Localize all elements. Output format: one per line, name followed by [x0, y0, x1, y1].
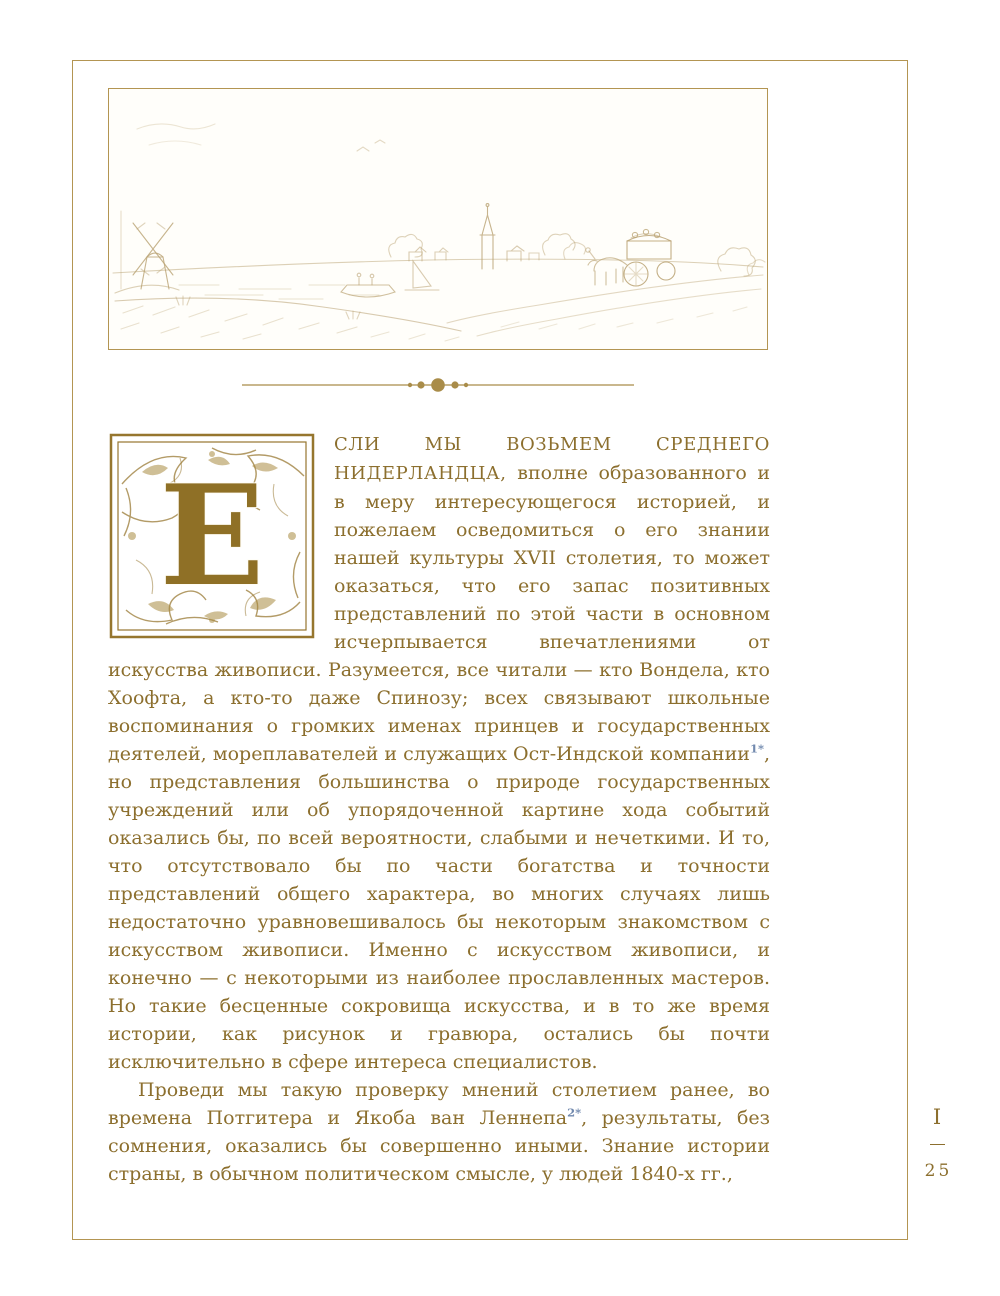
page-number: 25	[924, 1161, 953, 1181]
divider-ornament-icon	[238, 374, 638, 396]
illustration-frame	[108, 88, 768, 350]
text-segment: вполне образованного и в меру интересующегося историей, и пожелаем осведомиться о его знании нашей культуры XVII столетия, то может оказаться, что его запас позитивных представлений по этой части в основном исчерпывается впечатлениями от искусства живописи. Разумеется, все читали — кто Вондела, кто Хоофта, а кто-то даже Спинозу; всех связывают школьные воспоминания о громких именах принцев и государственных деятелей, мореплавателей и служащих Ост-Индской компании	[108, 462, 770, 765]
paragraph-2	[108, 1076, 770, 1188]
dropcap-letter: Е	[159, 454, 265, 617]
section-divider	[108, 372, 768, 398]
dropcap-ornament	[108, 432, 316, 640]
dropcap-floral-icon	[108, 432, 316, 640]
body-text	[108, 430, 770, 1188]
text-segment: Проведи мы такую проверку мнений столетием ранее, во времена Потгитера и Якоба ван Леннепа	[108, 1079, 770, 1129]
footnote-reference[interactable]: 1*	[749, 741, 764, 756]
chapter-number: I	[932, 1105, 942, 1129]
marginalia	[914, 1106, 960, 1181]
text-segment: , результаты, без сомнения, оказались бы совершенно иными. Знание истории страны, в обычном политическом смысле, у людей 1840-х гг.,	[108, 1107, 770, 1185]
lead-small-caps: СЛИ МЫ ВОЗЬМЕМ СРЕДНЕГО НИДЕРЛАНДЦА,	[334, 434, 770, 484]
footnote-reference[interactable]: 2*	[567, 1105, 582, 1120]
marginalia-rule	[930, 1144, 945, 1145]
river-landscape-sketch-illustration	[109, 89, 767, 349]
text-segment: , но представления большинства о природе государственных учреждений или об упорядоченной картине хода событий оказались бы, по всей вероятности, слабыми и нечеткими. И то, что отсутствовало бы по части богатства и точности представлений общего характера, во многих случаях лишь недостаточно уравновешивалось бы некоторым знакомством с искусством живописи. Именно с искусством живописи, и конечно — с некоторыми из наиболее прославленных мастеров. Но такие бесценные сокровища искусства, и в то же время истории, как рисунок и гравюра, остались бы почти исключительно в сфере интереса специалистов.	[108, 743, 770, 1073]
